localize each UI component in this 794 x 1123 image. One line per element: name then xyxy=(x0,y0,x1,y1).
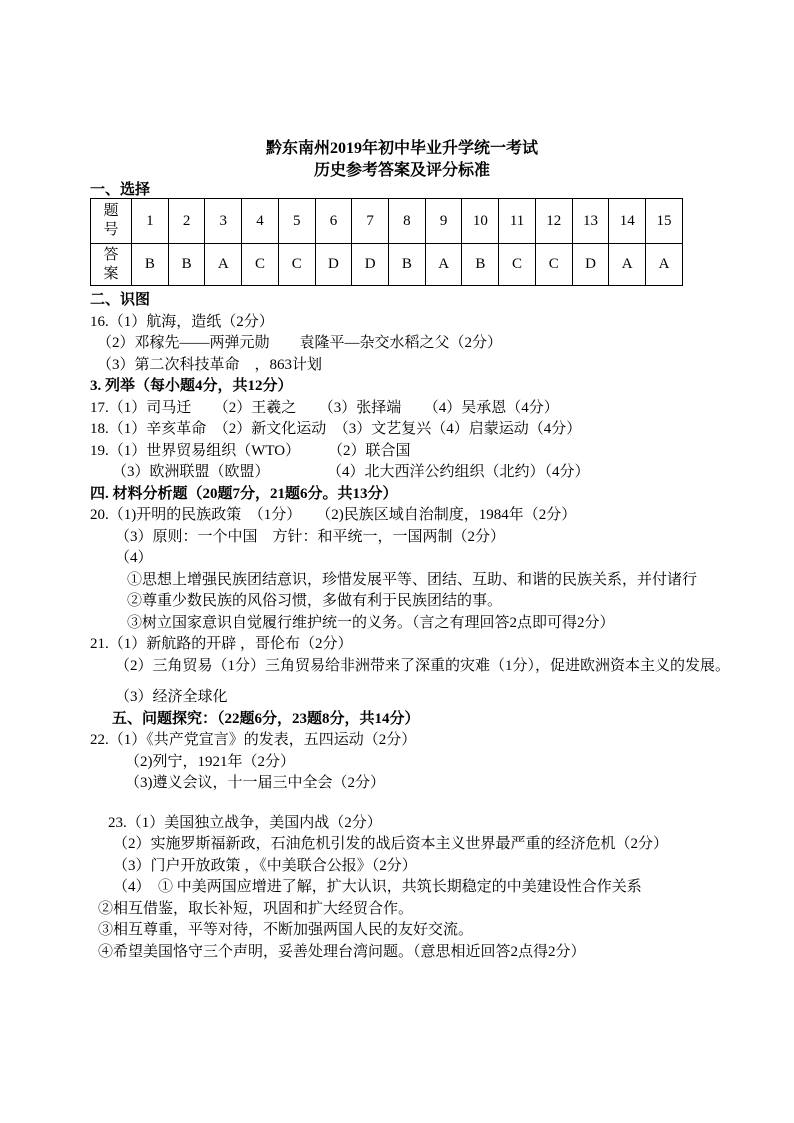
answer-line-22-1: 22.（1）《共产党宣言》的发表，五四运动（2分） xyxy=(90,732,417,748)
answer-line-19-row1 xyxy=(90,441,714,463)
table-cell: A xyxy=(646,244,683,286)
table-cell: 3 xyxy=(205,199,242,244)
table-cell: 15 xyxy=(646,199,683,244)
answer-line-21-2: （2）三角贸易（1分）三角贸易给非洲带来了深重的灾难（1分），促进欧洲资本主义的发展。 xyxy=(115,657,731,674)
table-cell: 8 xyxy=(389,199,426,244)
answer-line-20-4-item2: ②尊重少数民族的风俗习惯，多做有利于民族团结的事。 xyxy=(127,593,503,609)
answer-line-20-4: （4） xyxy=(115,550,153,566)
section-4-heading: 四. 材料分析题（20题7分，21题6分。共13分） xyxy=(90,485,398,502)
answer-line-23-4-item4: ④希望美国恪守三个声明，妥善处理台湾问题。（意思相近回答2点得2分） xyxy=(98,943,586,960)
table-cell: D xyxy=(352,244,389,286)
answer-line-21-1: 21.（1）新航路的开辟 ，哥伦布（2分） xyxy=(90,636,353,652)
table-cell: 6 xyxy=(315,199,352,244)
table-cell: C xyxy=(278,244,315,286)
table-cell: B xyxy=(389,244,426,286)
answer-line-16-1: 16.（1）航海，造纸（2分） xyxy=(90,313,274,330)
answer-line-16-2: （2）邓稼先——两弹元勋 袁隆平—杂交水稻之父（2分） xyxy=(97,335,503,351)
answer-line-19-2: （2）联合国 xyxy=(328,442,411,459)
table-cell: D xyxy=(315,244,352,286)
answer-line-21-3: （3）经济全球化 xyxy=(115,689,228,705)
table-row-answers xyxy=(91,244,683,286)
answer-line-23-3: （3）门户开放政策 ，《中美联合公报》（2分） xyxy=(113,857,417,874)
section-2-heading: 二、识图 xyxy=(90,292,151,308)
answer-line-23-4-item3: ③相互尊重，平等对待，不断加强两国人民的友好交流。 xyxy=(98,922,474,938)
answer-line-16-3: （3）第二次科技革命 ，863计划 xyxy=(97,356,323,373)
table-cell: A xyxy=(205,244,242,286)
answer-line-22-3: （3)遵义会议，十一届三中全会（2分） xyxy=(125,775,385,791)
answer-line-19-row2 xyxy=(112,462,714,484)
table-header-answer: 答案 xyxy=(91,244,132,286)
answer-line-23-4-item2: ②相互借鉴，取长补短，巩固和扩大经贸合作。 xyxy=(98,900,414,917)
table-cell: 1 xyxy=(132,199,169,244)
table-cell: 12 xyxy=(535,199,572,244)
section-3-heading: 3. 列举（每小题4分，共12分） xyxy=(90,378,293,394)
table-cell: 7 xyxy=(352,199,389,244)
table-cell: B xyxy=(462,244,499,286)
answer-line-20-1: 20.（1)开明的民族政策 （1分） （2)民族区域自治制度，1984年（2分） xyxy=(90,507,577,523)
table-cell: 5 xyxy=(278,199,315,244)
table-cell: 4 xyxy=(242,199,279,244)
doc-title-line2: 历史参考答案及评分标准 xyxy=(313,162,490,179)
doc-title-line1: 黔东南州2019年初中毕业升学统一考试 xyxy=(265,140,538,157)
answer-line-20-4-item3: ③树立国家意识自觉履行维护统一的义务。（言之有理回答2点即可得2分） xyxy=(127,614,615,631)
table-cell: C xyxy=(535,244,572,286)
table-cell: 11 xyxy=(499,199,536,244)
answer-line-20-4-item1: ①思想上增强民族团结意识，珍惜发展平等、团结、互助、和谐的民族关系，并付诸行 xyxy=(127,571,698,588)
answer-line-19-4: （4）北大西洋公约组织（北约）（4分） xyxy=(327,464,590,480)
answer-line-23-1: 23.（1）美国独立战争，美国内战（2分） xyxy=(108,814,382,831)
table-cell: D xyxy=(572,244,609,286)
table-cell: A xyxy=(425,244,462,286)
answer-line-22-2: （2)列宁，1921年（2分） xyxy=(125,753,295,770)
answer-line-20-3: （3）原则：一个中国 方针：和平统一，一国两制（2分） xyxy=(115,528,506,545)
answer-line-19-1: 19.（1）世界贸易组织（WTO） xyxy=(90,442,301,459)
answer-line-23-2: （2）实施罗斯福新政，石油危机引发的战后资本主义世界最严重的经济危机（2分） xyxy=(113,836,669,852)
table-cell: C xyxy=(242,244,279,286)
table-cell: 14 xyxy=(609,199,646,244)
answer-line-18: 18.（1）辛亥革命 （2）新文化运动 （3）文艺复兴（4）启蒙运动（4分） xyxy=(90,421,582,437)
answer-table xyxy=(90,198,683,286)
answer-line-19-3: （3）欧洲联盟（欧盟） xyxy=(112,464,270,480)
table-cell: A xyxy=(609,244,646,286)
table-header-question-number: 题号 xyxy=(91,199,132,244)
table-cell: C xyxy=(499,244,536,286)
answer-line-23-4-item1: （4） ① 中美两国应增进了解，扩大认识，共筑长期稳定的中美建设性合作关系 xyxy=(113,879,642,895)
section-1-heading: 一、选择 xyxy=(90,182,151,198)
table-cell: 2 xyxy=(168,199,205,244)
answer-line-17: 17.（1）司马迁 （2）王羲之 （3）张择端 （4）吴承恩（4分） xyxy=(90,399,559,416)
table-cell: 9 xyxy=(425,199,462,244)
section-5-heading: 五、问题探究：（22题6分，23题8分，共14分） xyxy=(112,710,420,727)
table-cell: 13 xyxy=(572,199,609,244)
table-cell: B xyxy=(168,244,205,286)
table-cell: B xyxy=(132,244,169,286)
table-row-numbers xyxy=(91,199,683,244)
table-cell: 10 xyxy=(462,199,499,244)
